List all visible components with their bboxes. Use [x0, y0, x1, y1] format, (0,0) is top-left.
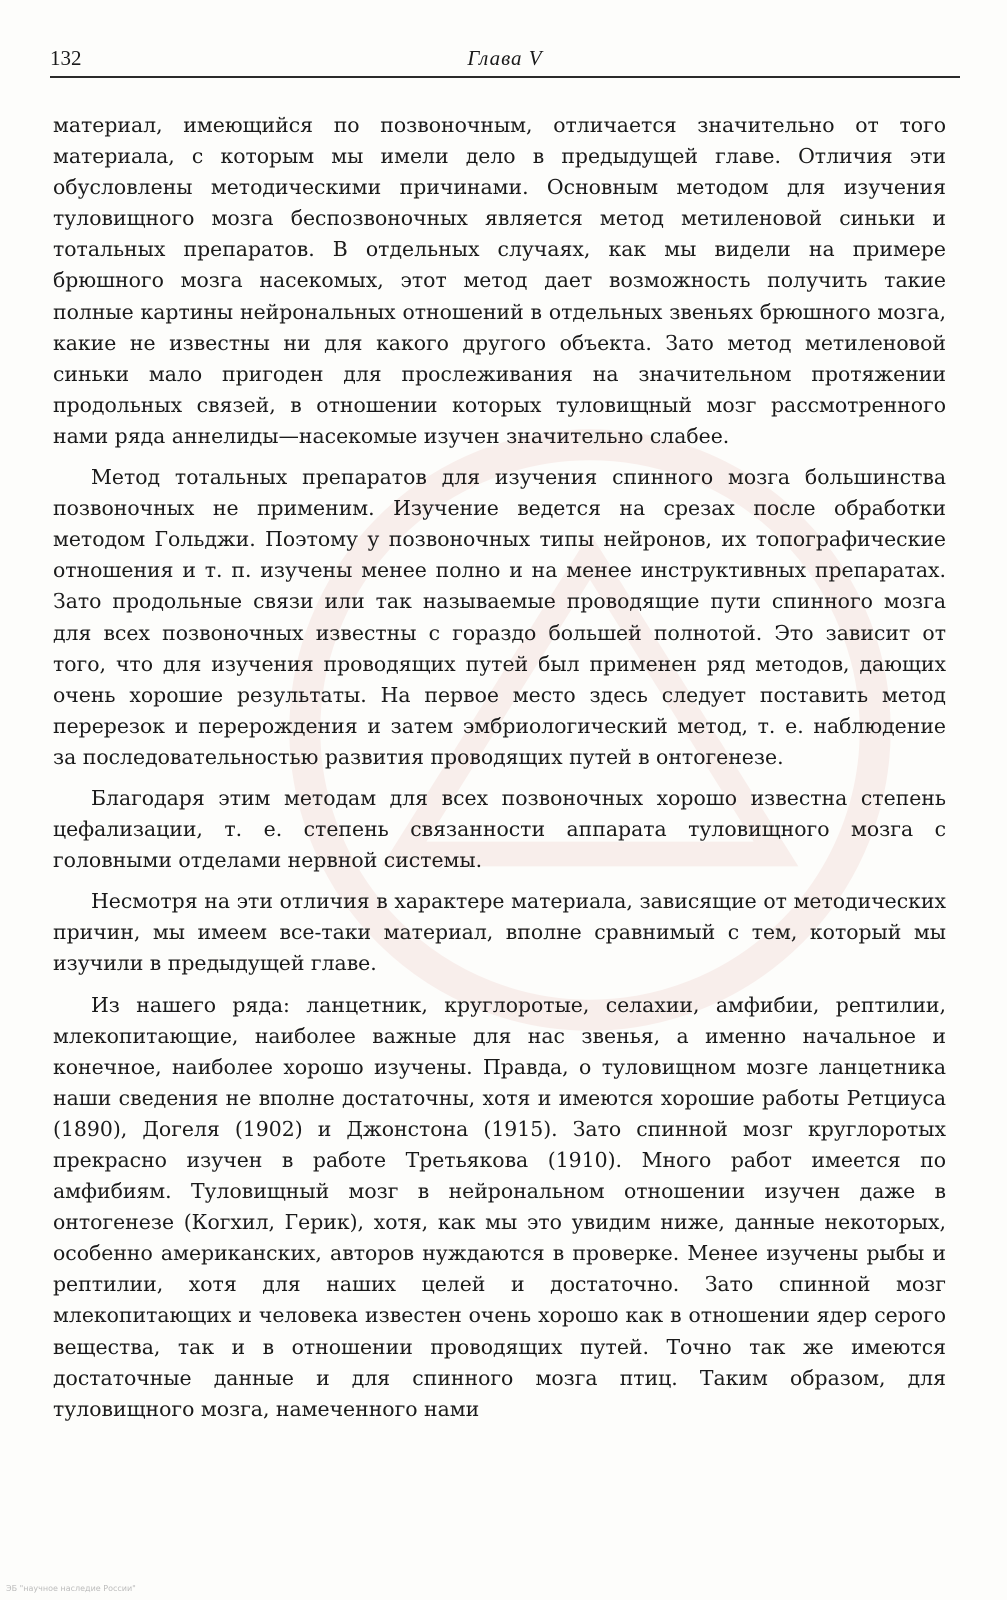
footer-note: ЭБ "научное наследие России" [6, 1584, 136, 1593]
paragraph-4: Несмотря на эти отличия в характере материала, зависящие от методических причин, мы имеем все-таки материал, вполне сравнимый с тем, который мы изучили в предыдущей главе. [53, 889, 946, 976]
paragraph-3: Благодаря этим методам для всех позвоночных хорошо известна степень цефализации, т. е. степень связанности аппарата туловищного мозга с головными отделами нервной системы. [53, 785, 946, 873]
page-body [53, 110, 946, 1435]
paragraph-1: материал, имеющийся по позвоночным, отличается значительно от того материала, с которым мы имели дело в предыдущей главе. Отличия эти обусловлены методическими причинами. Основным методом для изучения туловищного мозга беспозвоночных является метод метиленовой синьки и тотальных препаратов. В отдельных случаях, как мы видели на примере брюшного мозга насекомых, этот метод дает возможность получить такие полные картины нейрональных отношений в отдельных звеньях брюшного мозга, какие не известны ни для какого другого объекта. Зато метод метиленовой синьки мало пригоден для прослеживания на значительном протяжении продольных связей, в отношении которых туловищный мозг рассмотренного нами ряда аннелиды—насекомые изучен значительно слабее. [53, 113, 946, 448]
paragraph-2: Метод тотальных препаратов для изучения спинного мозга большинства позвоночных не применим. Изучение ведется на срезах после обработки методом Гольджи. Поэтому у позвоночных типы нейронов, их топографические отношения и т. п. изучены менее полно и на менее инструктивных препаратах. Зато продольные связи или так называемые проводящие пути спинного мозга для всех позвоночных известны с гораздо большей полнотой. Это зависит от того, что для изучения проводящих путей был применен ряд методов, дающих очень хорошие результаты. На первое место здесь следует поставить метод перерезок и перерождения и затем эмбриологический метод, т. е. наблюдение за последовательностью развития проводящих путей в онтогенезе. [53, 465, 946, 769]
page-header [50, 44, 960, 74]
running-head: Глава V [467, 46, 543, 70]
page-number: 132 [50, 46, 82, 70]
header-rule [50, 76, 960, 78]
paragraph-5: Из нашего ряда: ланцетник, круглоротые, селахии, амфибии, рептилии, млекопитающие, наиболее важные для нас звенья, а именно начальное и конечное, наиболее хорошо изучены. Правда, о туловищном мозге ланцетника наши сведения не вполне достаточны, хотя и имеются хорошие работы Ретциуса (1890), Догеля (1902) и Джонстона (1915). Зато спинной мозг круглоротых прекрасно изучен в работе Третьякова (1910). Много работ имеется по амфибиям. Туловищный мозг в нейрональном отношении изучен даже в онтогенезе (Когхил, Герик), хотя, как мы это увидим ниже, данные некоторых, особенно американских, авторов нуждаются в проверке. Менее изучены рыбы и рептилии, хотя для наших целей и достаточно. Зато спинной мозг млекопитающих и человека известен очень хорошо как в отношении ядер серого вещества, так и в отношении проводящих путей. Точно так же имеются достаточные данные и для спинного мозга птиц. Таким образом, для туловищного мозга, намеченного нами [53, 992, 946, 1421]
